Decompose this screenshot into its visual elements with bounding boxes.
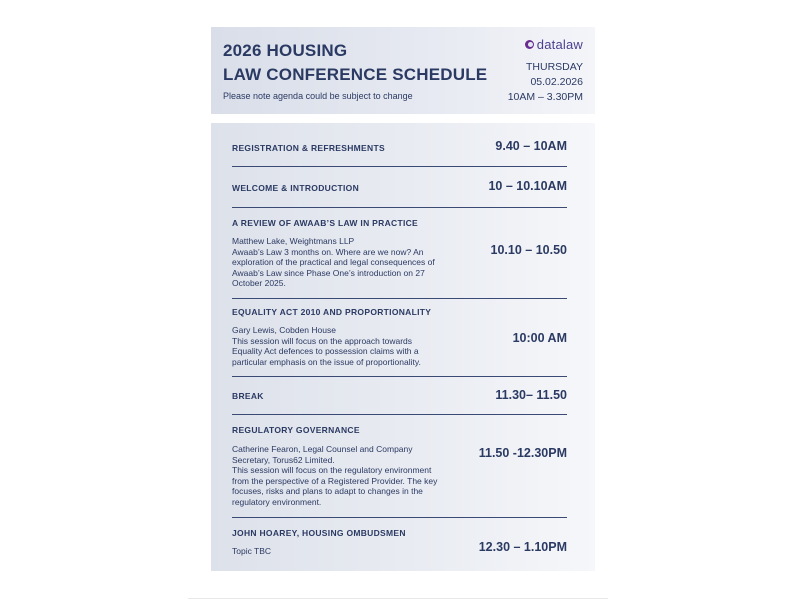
desc-line: October 2025. — [232, 278, 286, 289]
session-row — [232, 139, 567, 159]
event-date-block — [508, 60, 583, 105]
title-line-1: 2026 HOUSING — [223, 41, 348, 60]
logo-mark-icon — [525, 40, 534, 49]
session-time: 10 – 10.10AM — [488, 179, 567, 193]
desc-line: Awaab’s Law 3 months on. Where are we now? An — [232, 246, 424, 257]
session-row — [232, 388, 567, 408]
session-title: A REVIEW OF AWAAB’S LAW IN PRACTICE — [232, 218, 419, 228]
desc-line: Topic TBC — [232, 546, 272, 556]
session-time: 10:00 AM — [512, 331, 567, 345]
page-title — [223, 39, 487, 87]
session-title: JOHN HOAREY, HOUSING OMBUDSMEN — [232, 528, 406, 538]
schedule-panel — [211, 123, 595, 571]
logo-text: datalaw — [536, 37, 583, 52]
desc-line: This session will focus on the regulatory environment — [232, 465, 432, 476]
event-day: THURSDAY — [526, 61, 583, 73]
row-divider — [232, 376, 567, 377]
session-time: 11.50 -12.30PM — [478, 446, 567, 460]
desc-line: This session will focus on the approach towards — [232, 335, 413, 346]
row-divider — [232, 414, 567, 415]
session-time: 9.40 – 10AM — [495, 139, 567, 153]
session-title: EQUALITY ACT 2010 AND PROPORTIONALITY — [232, 307, 432, 317]
desc-line: from the perspective of a Registered Provider. The key — [232, 475, 438, 486]
datalaw-logo — [525, 37, 583, 52]
desc-line: Awaab’s Law since Phase One’s introduction on 27 — [232, 267, 425, 278]
session-description — [232, 546, 464, 557]
desc-line: exploration of the practical and legal consequences of — [232, 257, 435, 268]
desc-line: Gary Lewis, Cobden House — [232, 325, 336, 335]
desc-line: Secretary, Torus62 Limited. — [232, 454, 335, 465]
session-row — [232, 425, 567, 511]
desc-line: Catherine Fearon, Legal Counsel and Company — [232, 444, 413, 454]
session-title: WELCOME & INTRODUCTION — [232, 183, 360, 193]
session-row — [232, 218, 567, 292]
schedule-header — [211, 27, 595, 114]
session-description — [232, 325, 464, 367]
session-time: 11.30– 11.50 — [495, 388, 567, 402]
session-time: 10.10 – 10.50 — [490, 243, 567, 257]
desc-line: focuses, risks and plans to adapt to changes in the — [232, 486, 423, 497]
session-description — [232, 444, 464, 508]
desc-line: Matthew Lake, Weightmans LLP — [232, 236, 355, 246]
desc-line: Equality Act defences to possession claims with a — [232, 346, 419, 357]
desc-line: regulatory environment. — [232, 496, 322, 507]
title-line-2: LAW CONFERENCE SCHEDULE — [223, 65, 488, 84]
row-divider — [232, 166, 567, 167]
row-divider — [232, 517, 567, 518]
session-row — [232, 307, 567, 369]
row-divider — [232, 298, 567, 299]
row-divider — [232, 207, 567, 208]
session-row — [232, 528, 567, 564]
session-row — [232, 179, 567, 199]
event-hours: 10AM – 3.30PM — [507, 91, 583, 103]
session-description — [232, 236, 464, 289]
event-date: 05.02.2026 — [530, 76, 583, 88]
desc-line: particular emphasis on the issue of proportionality. — [232, 356, 421, 367]
session-time: 12.30 – 1.10PM — [478, 540, 567, 554]
session-title: REGISTRATION & REFRESHMENTS — [232, 143, 385, 153]
agenda-note: Please note agenda could be subject to change — [223, 91, 413, 101]
page-footer-line — [188, 598, 608, 599]
session-title: REGULATORY GOVERNANCE — [232, 425, 360, 435]
session-title: BREAK — [232, 391, 264, 401]
